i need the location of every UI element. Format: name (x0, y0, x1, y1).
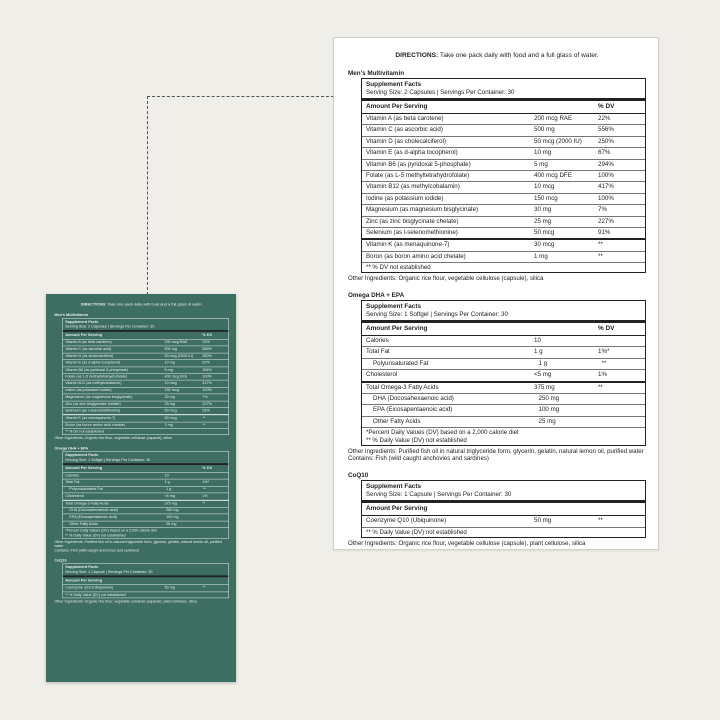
thumb-directions (54, 302, 229, 306)
table-row (63, 422, 229, 429)
nutrient-name: Iodine (as potassium iodide) (65, 388, 112, 393)
nutrient-dv: 91% (202, 408, 210, 413)
facts-title: Supplement Facts (366, 303, 422, 311)
nutrient-amount: 30 mcg (534, 241, 555, 249)
nutrient-name: Selenium (as l-selenomethionine) (65, 408, 121, 413)
nutrient-dv: 22% (202, 340, 210, 345)
nutrient-dv (202, 473, 226, 479)
nutrient-amount: 150 mcg (534, 194, 558, 202)
other-ingredients: Other Ingredients: Organic rice flour, vegetable cellulose (capsule), silica (348, 275, 544, 283)
nutrient-amount: 200 mcg RAE (534, 115, 573, 122)
nutrient-dv: ** (202, 422, 206, 428)
footnote: ** % DV not established (65, 429, 105, 434)
nutrient-amount: 1 g (538, 359, 548, 367)
nutrient-amount: 50 mcg (2000 IU) (164, 353, 194, 359)
section-name: CoQ10 (54, 558, 67, 563)
facts-title: Supplement Facts (366, 81, 422, 88)
header-cell (534, 325, 598, 333)
nutrient-amount: 400 mcg DFE (534, 171, 572, 179)
table-row (362, 516, 645, 527)
nutrient-dv: ** (202, 585, 206, 590)
nutrient-amount: 30 mg (164, 394, 175, 400)
table-row (63, 514, 229, 521)
nutrient-dv (203, 521, 226, 527)
nutrient-name: Zinc (as zinc bisglycinate chelate) (366, 217, 459, 225)
nutrient-dv: 250% (202, 353, 212, 359)
nutrient-dv (602, 405, 641, 415)
nutrient-name: Polyunsaturated Fat (69, 487, 103, 492)
nutrient-name: Total Omega-3 Fatty Acids (366, 383, 439, 391)
header-cell (165, 333, 203, 338)
nutrient-dv: 294% (598, 160, 614, 168)
nutrient-dv: 67% (598, 149, 611, 157)
table-row (362, 417, 645, 428)
nutrient-dv (602, 417, 641, 427)
label-thumbnail[interactable] (46, 294, 236, 682)
nutrient-name: Vitamin A (as beta carotene) (366, 115, 444, 122)
nutrient-name: Vitamin C (as ascorbic acid) (366, 126, 443, 134)
nutrient-name: Coenzyme Q10 (Ubiquinone) (65, 585, 114, 590)
header-cell (598, 505, 638, 513)
nutrient-amount: 25 mg (164, 401, 175, 406)
table-row (63, 487, 229, 494)
nutrient-name: Boron (as boron amino acid chelate) (366, 252, 466, 260)
section-name: Omega DHA + EPA (54, 446, 89, 451)
facts-title: Supplement Facts (65, 319, 99, 324)
header-cell: % DV (202, 333, 213, 338)
nutrient-dv (203, 514, 226, 520)
footnote: ** % Daily Value (DV) not established (366, 528, 467, 536)
table-row (63, 340, 229, 347)
footnote: ** % DV not established (366, 264, 431, 272)
nutrient-name: Polyunsaturated Fat (373, 359, 429, 367)
header-cell: Amount Per Serving (65, 333, 103, 338)
header-cell (534, 505, 598, 513)
table-row (63, 501, 229, 508)
nutrient-amount: 5 mg (534, 160, 548, 168)
header-cell (165, 579, 203, 584)
nutrient-amount: 1 g (166, 487, 172, 492)
header-cell: Amount Per Serving (366, 325, 428, 333)
nutrient-dv: 100% (202, 374, 212, 379)
table-row (63, 374, 229, 381)
nutrient-amount: 5 mg (164, 367, 173, 372)
table-row (362, 359, 645, 370)
directions-label: DIRECTIONS: (395, 52, 439, 59)
supplement-facts-table (361, 300, 646, 446)
nutrient-amount: 10 mcg (534, 183, 555, 191)
nutrient-dv: 227% (598, 217, 614, 225)
nutrient-amount: 100 mg (166, 515, 179, 520)
nutrient-dv: 100% (202, 388, 212, 393)
nutrient-name: Iodine (as potassium iodide) (366, 194, 444, 202)
nutrient-amount: 25 mg (534, 217, 552, 225)
nutrient-amount: 25 mg (166, 521, 177, 527)
table-row (362, 383, 645, 394)
serving-info: Serving Size: 1 Capsule | Servings Per Container: 30 (63, 570, 229, 578)
nutrient-amount: 100 mg (538, 406, 560, 414)
directions (348, 52, 646, 59)
nutrient-dv: 227% (202, 401, 212, 406)
nutrient-name: EPA (Eicosapentaenoic acid) (373, 406, 453, 414)
dashed-connector-line (147, 96, 334, 295)
footnote: *Percent Daily Values (DV) based on a 2,000 calorie diet (366, 429, 519, 437)
nutrient-amount: 50 mcg (2000 IU) (534, 137, 582, 145)
supplement-facts-table (361, 78, 646, 273)
nutrient-dv: 67% (202, 360, 210, 365)
header-cell: % DV (598, 325, 615, 333)
nutrient-amount: 500 mg (164, 347, 177, 352)
nutrient-name: Folate (as L-5 methyltetrahydrofolate) (366, 171, 470, 179)
nutrient-name: Vitamin K (as menaquinone-7) (65, 415, 116, 421)
facts-title: Supplement Facts (65, 565, 99, 570)
table-row (362, 114, 645, 125)
supplement-facts-table (62, 564, 229, 598)
table-header (362, 101, 645, 114)
nutrient-dv (203, 508, 226, 514)
footnote: *Percent Daily Values (DV) based on a 2,000 calorie diet (65, 528, 157, 533)
nutrient-name: Zinc (as zinc bisglycinate chelate) (65, 401, 121, 406)
nutrient-amount: 50 mg (534, 517, 552, 525)
nutrient-amount: 250 mg (166, 508, 179, 513)
thumbnail-content (46, 294, 236, 609)
other-ingredients: Other Ingredients: Organic rice flour, vegetable cellulose (capsule), silica (54, 436, 172, 441)
table-row (362, 171, 645, 182)
nutrient-name: DHA (Docosahexaenoic acid) (373, 395, 454, 403)
header-cell (165, 466, 203, 471)
nutrient-amount: 50 mcg (534, 228, 555, 236)
nutrient-amount: 500 mg (534, 126, 555, 134)
header-cell: Amount Per Serving (366, 505, 428, 513)
nutrient-dv: ** (598, 517, 603, 525)
header-cell (534, 103, 598, 111)
label-detail-content (334, 38, 658, 547)
table-row (362, 405, 645, 416)
nutrient-amount: 30 mg (534, 206, 552, 214)
label-detail-card (333, 37, 659, 550)
nutrient-amount: 10 (534, 337, 541, 345)
nutrient-dv: 100% (598, 171, 614, 179)
directions-text: Take one pack daily with food and a full glass of water. (107, 302, 203, 307)
nutrient-name: Vitamin B12 (as methylcobalamin) (65, 381, 122, 386)
nutrient-dv: 1% (598, 371, 607, 379)
nutrient-dv: ** (202, 501, 206, 506)
nutrient-dv: ** (598, 241, 603, 249)
nutrient-amount: 10 mcg (164, 381, 177, 386)
nutrient-name: Other Fatty Acids (373, 417, 421, 425)
serving-info: Serving Size: 1 Softgel | Servings Per Container: 30 (63, 458, 229, 466)
table-row (362, 347, 645, 358)
nutrient-name: Cholesterol (65, 493, 84, 499)
header-cell (202, 579, 226, 584)
nutrient-dv: 417% (598, 183, 614, 191)
other-ingredients: Other Ingredients: Purified fish oil in natural triglyceride form, glycerin, gelatin, natural lemon oil, purified water Contains: Fish (wild caught anchovies and sardines) (348, 448, 644, 463)
supplement-facts-table (62, 318, 229, 435)
table-row (362, 137, 645, 148)
table-row (362, 217, 645, 228)
nutrient-name: Total Fat (366, 348, 390, 356)
other-ingredients: Other Ingredients: Organic rice flour, vegetable cellulose (capsule), plant cellulose, silica (348, 539, 586, 547)
nutrient-dv: 7% (598, 206, 607, 214)
footnote: ** % Daily Value (DV) not established (366, 437, 467, 445)
nutrient-dv: ** (202, 487, 206, 492)
nutrient-name: Selenium (as l-selenomethionine) (366, 228, 458, 236)
table-row (63, 508, 229, 515)
nutrient-amount: 50 mg (164, 585, 175, 590)
facts-title: Supplement Facts (366, 483, 422, 491)
nutrient-dv: 294% (202, 367, 212, 372)
table-row (63, 585, 229, 592)
nutrient-amount: <5 mg (164, 493, 175, 499)
table-row (63, 401, 229, 408)
nutrient-name: Total Omega-3 Fatty Acids (65, 501, 109, 506)
nutrient-dv: 556% (202, 347, 212, 352)
table-row (63, 493, 229, 500)
table-row (362, 252, 645, 263)
nutrient-amount: 1 g (534, 348, 543, 356)
nutrient-name: Vitamin E (as d-alpha tocopherol) (65, 360, 121, 365)
nutrient-dv (602, 394, 641, 404)
nutrient-name: Vitamin K (as menaquinone-7) (366, 241, 450, 249)
nutrient-name: Vitamin B6 (as pyridoxal 5-phosphate) (65, 367, 129, 372)
directions-label: DIRECTIONS: (80, 302, 107, 307)
table-row (362, 160, 645, 171)
table-row (63, 480, 229, 487)
nutrient-name: Vitamin B6 (as pyridoxal 5-phosphate) (366, 160, 471, 168)
nutrient-name: Cholesterol (366, 371, 398, 379)
table-header (362, 323, 645, 336)
serving-info: Serving Size: 2 Capsules | Servings Per Container: 30 (362, 89, 645, 102)
table-row (63, 381, 229, 388)
thumbnail-label-content (46, 294, 236, 603)
nutrient-dv: 1%* (202, 480, 210, 485)
serving-info: Serving Size: 1 Softgel | Servings Per Container: 30 (362, 311, 645, 324)
table-row (362, 205, 645, 216)
nutrient-dv: ** (202, 415, 206, 421)
header-cell: % DV (202, 466, 213, 471)
nutrient-amount: 1 g (164, 480, 170, 485)
serving-info: Serving Size: 1 Capsule | Servings Per Container: 30 (362, 491, 645, 504)
nutrient-dv (598, 336, 638, 346)
nutrient-name: DHA (Docosahexaenoic acid) (69, 508, 118, 513)
table-row (362, 240, 645, 251)
table-row (63, 367, 229, 374)
table-row (63, 408, 229, 415)
table-row (362, 370, 645, 382)
table-row (63, 387, 229, 394)
table-row (63, 394, 229, 401)
nutrient-amount: 50 mcg (164, 408, 177, 413)
footnote: ** % Daily Value (DV) not established (65, 533, 126, 538)
table-row (63, 346, 229, 353)
nutrient-amount: 10 (164, 473, 169, 478)
nutrient-name: Coenzyme Q10 (Ubiquinone) (366, 517, 447, 525)
nutrient-name: Vitamin E (as d-alpha tocopherol) (366, 149, 458, 157)
table-row (63, 473, 229, 480)
nutrient-amount: 375 mg (164, 501, 177, 506)
nutrient-amount: 30 mcg (164, 415, 177, 421)
supplement-facts-table (361, 480, 646, 537)
nutrient-name: Magnesium (as magnesium bisglycinate) (65, 394, 133, 400)
nutrient-name: Boron (as boron amino acid chelate) (65, 422, 126, 428)
nutrient-dv: 417% (202, 381, 212, 386)
table-row (63, 521, 229, 528)
table-row (362, 194, 645, 205)
nutrient-name: Calories (366, 337, 389, 345)
nutrient-name: Vitamin C (as ascorbic acid) (65, 347, 112, 352)
table-row (362, 148, 645, 159)
section-name: Omega DHA + EPA (348, 292, 405, 300)
nutrient-name: Vitamin D (as cholecalciferol) (65, 353, 114, 359)
table-header (63, 465, 229, 473)
footnote: ** % Daily Value (DV) not established (65, 592, 126, 597)
section-name: Men's Multivitamin (348, 70, 405, 77)
nutrient-amount: 1 mg (164, 422, 173, 428)
table-row (63, 353, 229, 360)
nutrient-amount: 200 mcg RAE (164, 340, 188, 345)
nutrient-dv: 556% (598, 126, 614, 134)
supplement-facts-table (62, 451, 229, 539)
table-header (63, 577, 229, 585)
nutrient-dv: 100% (598, 194, 614, 202)
nutrient-amount: 400 mcg DFE (164, 374, 188, 379)
nutrient-amount: 250 mg (538, 395, 560, 403)
nutrient-name: Magnesium (as magnesium bisglycinate) (366, 206, 479, 214)
nutrient-name: Vitamin B12 (as methylcobalamin) (366, 183, 460, 191)
header-cell: Amount Per Serving (65, 466, 103, 471)
facts-title: Supplement Facts (65, 453, 99, 458)
nutrient-dv: 1% (202, 493, 208, 499)
nutrient-amount: 1 mg (534, 252, 548, 260)
nutrient-amount: <5 mg (534, 371, 552, 379)
header-cell: % DV (598, 103, 615, 110)
table-row (362, 336, 645, 347)
section-name: CoQ10 (348, 472, 369, 480)
nutrient-dv: ** (598, 252, 603, 260)
nutrient-dv: 250% (598, 137, 614, 145)
nutrient-name: EPA (Eicosapentaenoic acid) (69, 515, 118, 520)
nutrient-dv: 91% (598, 228, 611, 236)
nutrient-dv: 7% (202, 394, 208, 400)
table-row (362, 228, 645, 240)
table-row (63, 415, 229, 422)
table-row (362, 125, 645, 136)
header-cell: Amount Per Serving (366, 103, 428, 110)
serving-info: Serving Size: 2 Capsules | Servings Per Container: 30 (63, 324, 229, 332)
nutrient-name: Other Fatty Acids (69, 521, 98, 527)
nutrient-dv: ** (598, 383, 603, 391)
table-row (362, 394, 645, 405)
nutrient-amount: 25 mg (538, 417, 556, 425)
nutrient-dv: 1%* (598, 348, 610, 356)
other-ingredients: Other Ingredients: Organic rice flour, vegetable cellulose (capsule), plant cellulose, silica (54, 599, 197, 604)
table-row (63, 360, 229, 367)
nutrient-dv: ** (601, 359, 607, 367)
nutrient-name: Vitamin D (as cholecalciferol) (366, 137, 447, 145)
nutrient-amount: 150 mcg (164, 388, 179, 393)
other-ingredients: Other Ingredients: Purified fish oil in natural triglyceride form, glycerin, gelatin, natural lemon oil, purified water Contains: Fish (wild caught anchovies and sardines) (54, 540, 222, 553)
nutrient-dv: 22% (598, 115, 611, 122)
nutrient-name: Folate (as L-5 methyltetrahydrofolate) (65, 374, 128, 379)
nutrient-amount: 10 mg (164, 360, 175, 365)
nutrient-name: Vitamin A (as beta carotene) (65, 340, 112, 345)
nutrient-amount: 375 mg (534, 383, 555, 391)
table-header (362, 503, 645, 516)
directions-text: Take one pack daily with food and a full glass of water. (439, 52, 599, 59)
table-header (63, 332, 229, 340)
table-row (362, 182, 645, 193)
section-name: Men's Multivitamin (54, 313, 89, 318)
header-cell: Amount Per Serving (65, 578, 103, 583)
nutrient-name: Total Fat (65, 480, 80, 485)
nutrient-amount: 10 mg (534, 149, 552, 157)
nutrient-name: Calories (65, 473, 79, 478)
